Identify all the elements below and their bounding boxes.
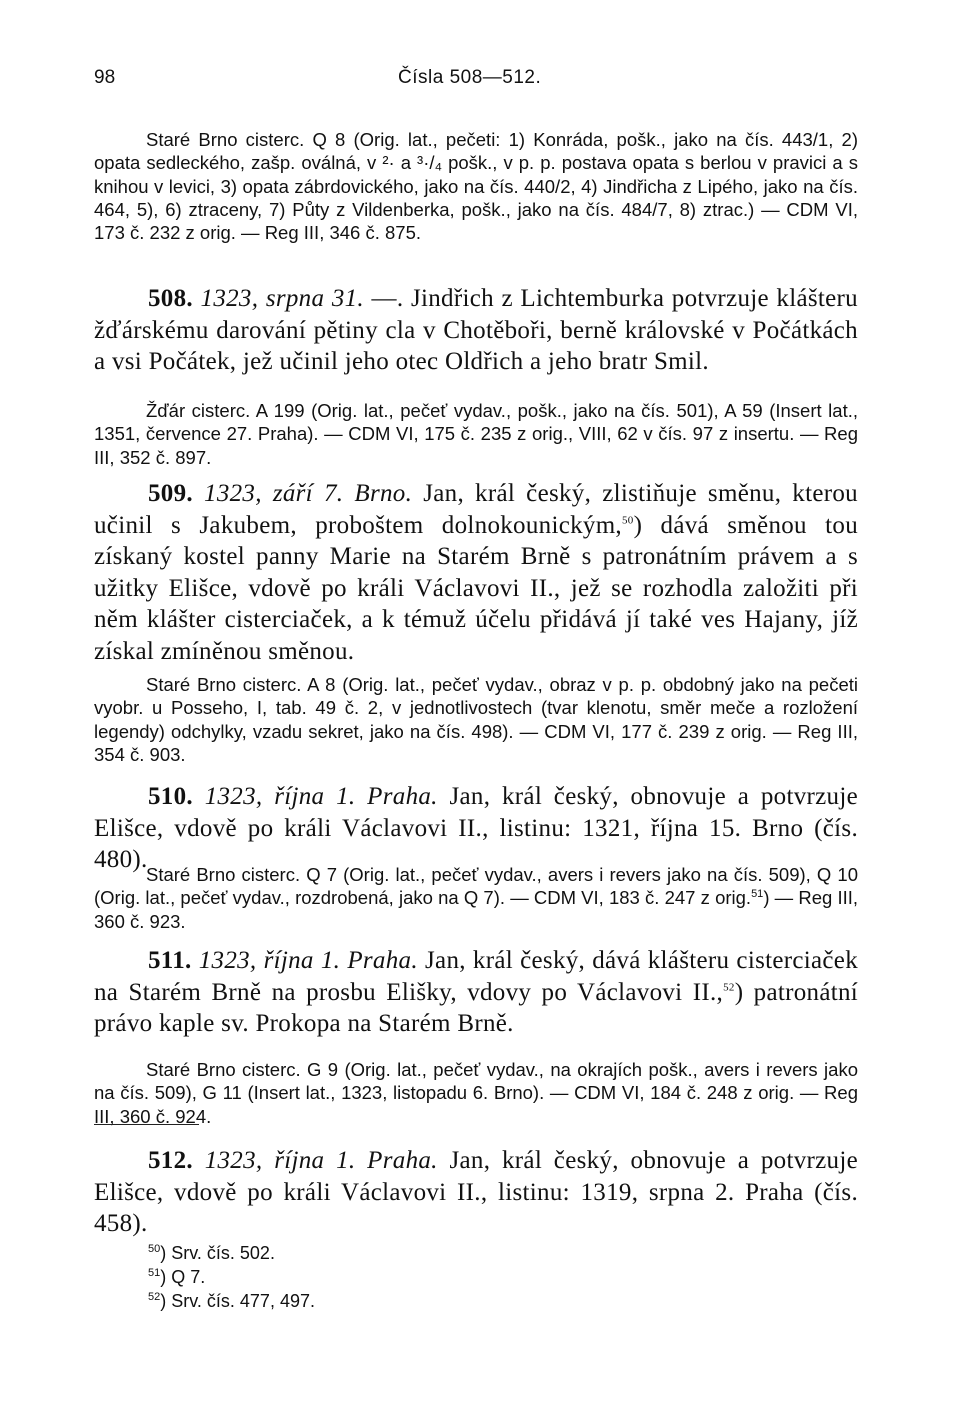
- footnote-52: [148, 1290, 315, 1312]
- entry-source: Staré Brno cisterc. A 8 (Orig. lat., pečeť vydav., obraz v p. p. obdobný jako na pečeti vyobr. u Posseho, I, tab. 49 č. 2, v jednotlivostech (tvar klenotu, směr meče a rozložení legendy) odchylky, vzadu sekret, jako na čís. 498). — CDM VI, 177 č. 239 z orig. — Reg III, 354 č. 903.: [94, 674, 858, 765]
- running-title: Čísla 508—512.: [398, 67, 542, 88]
- entry-source: Staré Brno cisterc. G 9 (Orig. lat., pečeť vydav., na okrajích pošk., avers i revers jako na čís. 509), G 11 (Insert lat., 1323, listopadu 6. Brno). — CDM VI, 184 č. 248 z orig. — Reg III, 360 č. 924.: [94, 1059, 858, 1127]
- entry-number: 510.: [148, 783, 193, 810]
- entry-text-cont: ) dává směnou tou získaný kostel panny Marie na Starém Brně s patronátním právem a s užitky Elišce, vdově po králi Václavovi II., jež se rozhodla založiti při něm klášter cisterciaček, a k témuž účelu přidává jí také ves Hajany, jíž získal zmíněnou směnou.: [94, 511, 859, 665]
- entry-number: 508.: [148, 285, 193, 312]
- entry-text: Jan, král český, dává klášteru cisterciaček na Starém Brně na prosbu Elišky, vdovy po Václavovi II.,: [94, 947, 858, 1006]
- footnote-ref: 52: [723, 981, 735, 994]
- entry-508-source: [94, 399, 858, 469]
- intro-note-text: Staré Brno cisterc. Q 8 (Orig. lat., pečeti: 1) Konráda, pošk., jako na čís. 443/1, 2) opata sedleckého, zašp. oválná, v ²· a ³·/₄ pošk., v p. p. postava opata s berlou v pravici a s knihou v levici, 3) opata zábrdovického, jako na čís. 440/2, 4) Jindřicha z Lipého, jako na čís. 464, 5), 6) ztraceny, 7) Půty z Vildenberka, pošk., jako na čís. 484/7, 8) ztrac.) — CDM VI, 173 č. 232 z orig. — Reg III, 346 č. 875.: [94, 129, 858, 244]
- footnote-mark: 51: [148, 1267, 161, 1279]
- footnote-text: ) Srv. čís. 502.: [160, 1243, 275, 1263]
- entry-source: Staré Brno cisterc. Q 7 (Orig. lat., pečeť vydav., avers i revers jako na čís. 509), Q 10 (Orig. lat., pečeť vydav., rozdrobená, jako na Q 7). — CDM VI, 183 č. 247 z orig.: [94, 864, 858, 909]
- entry-date: 1323, srpna 31.: [200, 285, 364, 312]
- footnote-mark: 50: [148, 1243, 161, 1255]
- entry-number: 511.: [148, 947, 192, 974]
- entry-date: 1323, září 7. Brno.: [204, 480, 413, 507]
- entry-509-source: [94, 673, 858, 766]
- footnote-ref: 50: [622, 514, 634, 527]
- entry-text-cont: ) patronátní právo kaple sv. Prokopa na Starém Brně.: [94, 978, 859, 1037]
- footnote-divider: [94, 1124, 199, 1125]
- entry-source-cont: ) — Reg III, 360 č. 923.: [94, 887, 859, 932]
- entry-511-source: [94, 1058, 858, 1128]
- entry-number: 509.: [148, 480, 193, 507]
- footnote-50: [148, 1242, 275, 1264]
- entry-text: Jan, král český, zlistiňuje směnu, kterou učinil s Jakubem, proboštem dolnokounickým,: [94, 480, 858, 539]
- entry-509-regest: [94, 478, 858, 667]
- entry-510-regest: [94, 781, 858, 876]
- intro-note: [94, 128, 858, 244]
- footnote-51: [148, 1266, 205, 1288]
- footnote-text: ) Srv. čís. 477, 497.: [160, 1291, 315, 1311]
- entry-date: 1323, října 1. Praha.: [204, 1147, 438, 1174]
- entry-source: Žďár cisterc. A 199 (Orig. lat., pečeť vydav., pošk., jako na čís. 501), A 59 (Insert lat., 1351, července 27. Praha). — CDM VI, 175 č. 235 z orig., VIII, 62 v čís. 97 z insertu. — Reg III, 352 č. 897.: [94, 400, 858, 468]
- entry-510-source: [94, 863, 858, 933]
- page-number: 98: [94, 67, 116, 88]
- entry-date: 1323, října 1. Praha.: [198, 947, 418, 974]
- entry-text: Jan, král český, obnovuje a potvrzuje Elišce, vdově po králi Václavovi II., listinu: 1319, srpna 2. Praha (čís. 458).: [94, 1147, 858, 1237]
- entry-508-regest: [94, 283, 858, 378]
- footnote-mark: 52: [148, 1291, 161, 1303]
- footnote-text: ) Q 7.: [160, 1267, 206, 1287]
- entry-date: 1323, října 1. Praha.: [204, 783, 438, 810]
- entry-512-regest: [94, 1145, 858, 1240]
- entry-511-regest: [94, 945, 858, 1040]
- entry-number: 512.: [148, 1147, 193, 1174]
- entry-text: Jan, král český, obnovuje a potvrzuje Elišce, vdově po králi Václavovi II., listinu: 1321, října 15. Brno (čís. 480).: [94, 783, 858, 873]
- entry-text: —. Jindřich z Lichtemburka potvrzuje klášteru žďárskému darování pětiny cla v Chotěboři, berně královské v Počátkách a vsi Počátek, jež učinil jeho otec Oldřich a jeho bratr Smil.: [94, 285, 858, 375]
- footnote-ref: 51: [751, 888, 764, 901]
